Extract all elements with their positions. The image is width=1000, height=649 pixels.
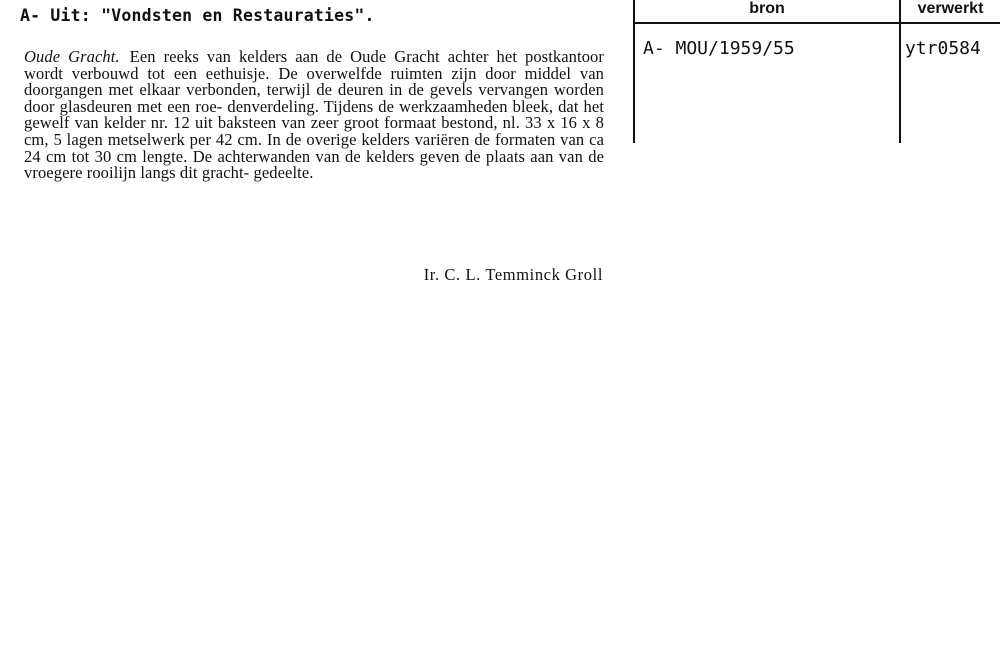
article-line: x 8 cm, 5 lagen metselwerk per 42 cm. In de overige kelders variëren (24, 113, 604, 149)
cell-bron: A- MOU/1959/55 (643, 38, 795, 59)
document-heading: A- Uit: "Vondsten en Restauraties". (20, 6, 375, 25)
article-line: zijn door middel van doorgangen met elkaar verbonden, terwijl de (24, 63, 604, 100)
article-line: Een reeks van kelders aan de Oude Gracht achter het (129, 47, 518, 66)
article-body (24, 49, 604, 182)
article-line: de formaten van ca 24 cm tot 30 cm lengte. De achterwanden van de (24, 129, 604, 166)
cell-verwerkt: ytr0584 (905, 38, 981, 59)
column-header-verwerkt: verwerkt (917, 0, 984, 17)
article-line: postkantoor wordt verbouwd tot een eethuisje. De overwelfde ruimten (24, 47, 604, 83)
article-line: gedeelte. (253, 163, 314, 183)
article-line: deuren in de gevels vervangen worden door glasdeuren met een roe- (24, 80, 604, 116)
article-signature: Ir. C. L. Temminck Groll (423, 265, 603, 284)
column-header-bron: bron (749, 0, 785, 17)
article-line: kelders geven de plaats aan van de vroegere rooilijn langs dit gracht- (24, 146, 604, 183)
table-header-rule (633, 22, 1000, 24)
article-line: denverdeling. Tijdens de werkzaamheden bleek, dat het gewelf van (24, 96, 604, 133)
article-place: Oude Gracht. (24, 47, 120, 66)
register-table (621, 0, 1000, 143)
article-line: kelder nr. 12 uit baksteen van zeer groot formaat bestond, nl. 33 x 16 (103, 113, 578, 133)
